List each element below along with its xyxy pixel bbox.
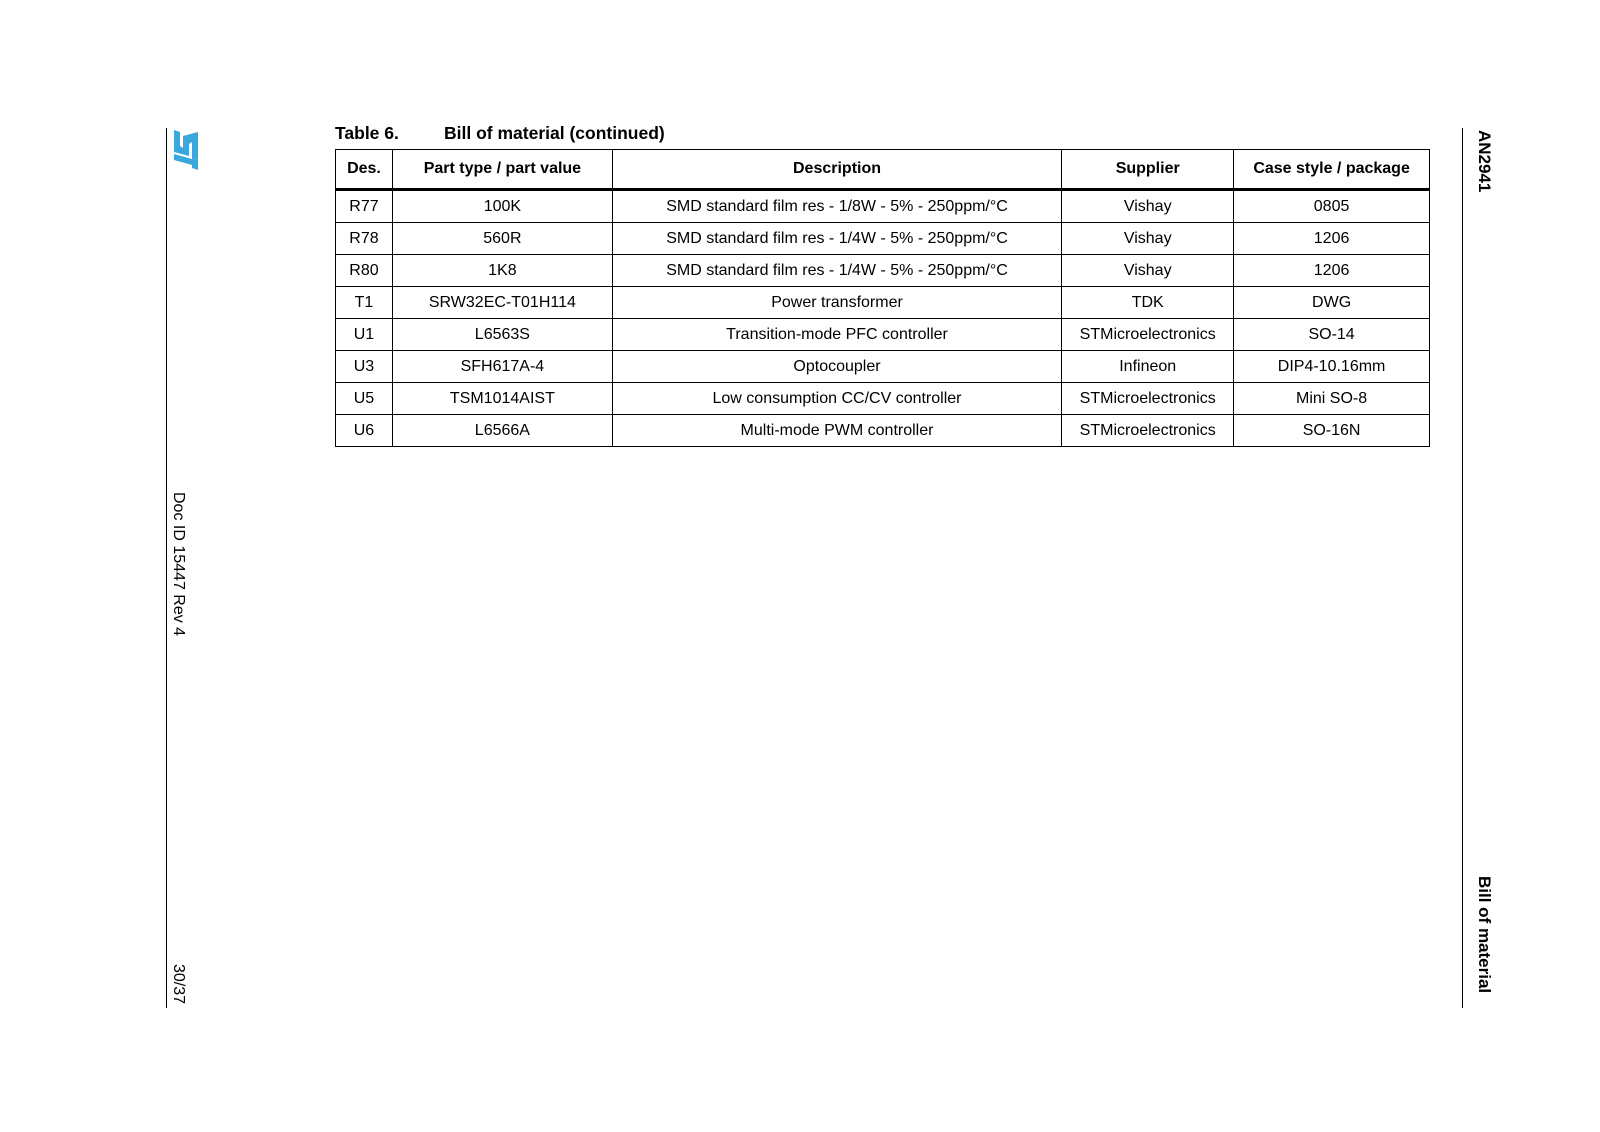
cell-description: SMD standard film res - 1/4W - 5% - 250ppm/°C xyxy=(612,223,1061,255)
cell-des: U1 xyxy=(336,319,393,351)
cell-part-type: SFH617A-4 xyxy=(392,351,612,383)
cell-part-type: L6566A xyxy=(392,415,612,447)
cell-des: U5 xyxy=(336,383,393,415)
table-row xyxy=(336,351,1430,383)
table-caption-number: Table 6. xyxy=(335,123,399,143)
page-number: 30/37 xyxy=(170,964,187,1005)
cell-package: Mini SO-8 xyxy=(1234,383,1430,415)
cell-des: R77 xyxy=(336,190,393,223)
cell-part-type: 100K xyxy=(392,190,612,223)
cell-supplier: Vishay xyxy=(1062,190,1234,223)
cell-part-type: TSM1014AIST xyxy=(392,383,612,415)
section-title: Bill of material xyxy=(1475,876,1494,994)
table-row xyxy=(336,255,1430,287)
cell-supplier: STMicroelectronics xyxy=(1062,383,1234,415)
right-margin-rule xyxy=(1462,128,1463,1008)
table-row xyxy=(336,223,1430,255)
cell-part-type: L6563S xyxy=(392,319,612,351)
column-header-supplier: Supplier xyxy=(1062,150,1234,190)
cell-package: DWG xyxy=(1234,287,1430,319)
table-row xyxy=(336,287,1430,319)
bill-of-material-table xyxy=(335,149,1430,447)
table-row xyxy=(336,319,1430,351)
column-header-des: Des. xyxy=(336,150,393,190)
column-header-part-type: Part type / part value xyxy=(392,150,612,190)
cell-description: Optocoupler xyxy=(612,351,1061,383)
cell-description: Transition-mode PFC controller xyxy=(612,319,1061,351)
cell-package: SO-14 xyxy=(1234,319,1430,351)
cell-supplier: Infineon xyxy=(1062,351,1234,383)
table-caption xyxy=(335,123,665,144)
column-header-description: Description xyxy=(612,150,1061,190)
cell-package: 1206 xyxy=(1234,255,1430,287)
cell-supplier: STMicroelectronics xyxy=(1062,415,1234,447)
table-header-row xyxy=(336,150,1430,190)
cell-description: Power transformer xyxy=(612,287,1061,319)
cell-package: 1206 xyxy=(1234,223,1430,255)
cell-des: U3 xyxy=(336,351,393,383)
table-caption-title: Bill of material (continued) xyxy=(444,123,665,143)
table-row xyxy=(336,383,1430,415)
cell-des: R80 xyxy=(336,255,393,287)
table-row xyxy=(336,415,1430,447)
column-header-case-style: Case style / package xyxy=(1234,150,1430,190)
cell-des: T1 xyxy=(336,287,393,319)
cell-supplier: STMicroelectronics xyxy=(1062,319,1234,351)
cell-package: DIP4-10.16mm xyxy=(1234,351,1430,383)
doc-id: Doc ID 15447 Rev 4 xyxy=(170,492,187,637)
cell-supplier: Vishay xyxy=(1062,223,1234,255)
cell-part-type: 1K8 xyxy=(392,255,612,287)
st-logo-icon xyxy=(172,128,200,172)
cell-package: 0805 xyxy=(1234,190,1430,223)
cell-part-type: SRW32EC-T01H114 xyxy=(392,287,612,319)
cell-supplier: TDK xyxy=(1062,287,1234,319)
cell-package: SO-16N xyxy=(1234,415,1430,447)
cell-part-type: 560R xyxy=(392,223,612,255)
table-row xyxy=(336,190,1430,223)
cell-des: R78 xyxy=(336,223,393,255)
cell-description: Low consumption CC/CV controller xyxy=(612,383,1061,415)
cell-des: U6 xyxy=(336,415,393,447)
cell-supplier: Vishay xyxy=(1062,255,1234,287)
cell-description: Multi-mode PWM controller xyxy=(612,415,1061,447)
cell-description: SMD standard film res - 1/8W - 5% - 250ppm/°C xyxy=(612,190,1061,223)
cell-description: SMD standard film res - 1/4W - 5% - 250ppm/°C xyxy=(612,255,1061,287)
document-code: AN2941 xyxy=(1475,130,1494,193)
left-margin-rule xyxy=(166,128,167,1008)
